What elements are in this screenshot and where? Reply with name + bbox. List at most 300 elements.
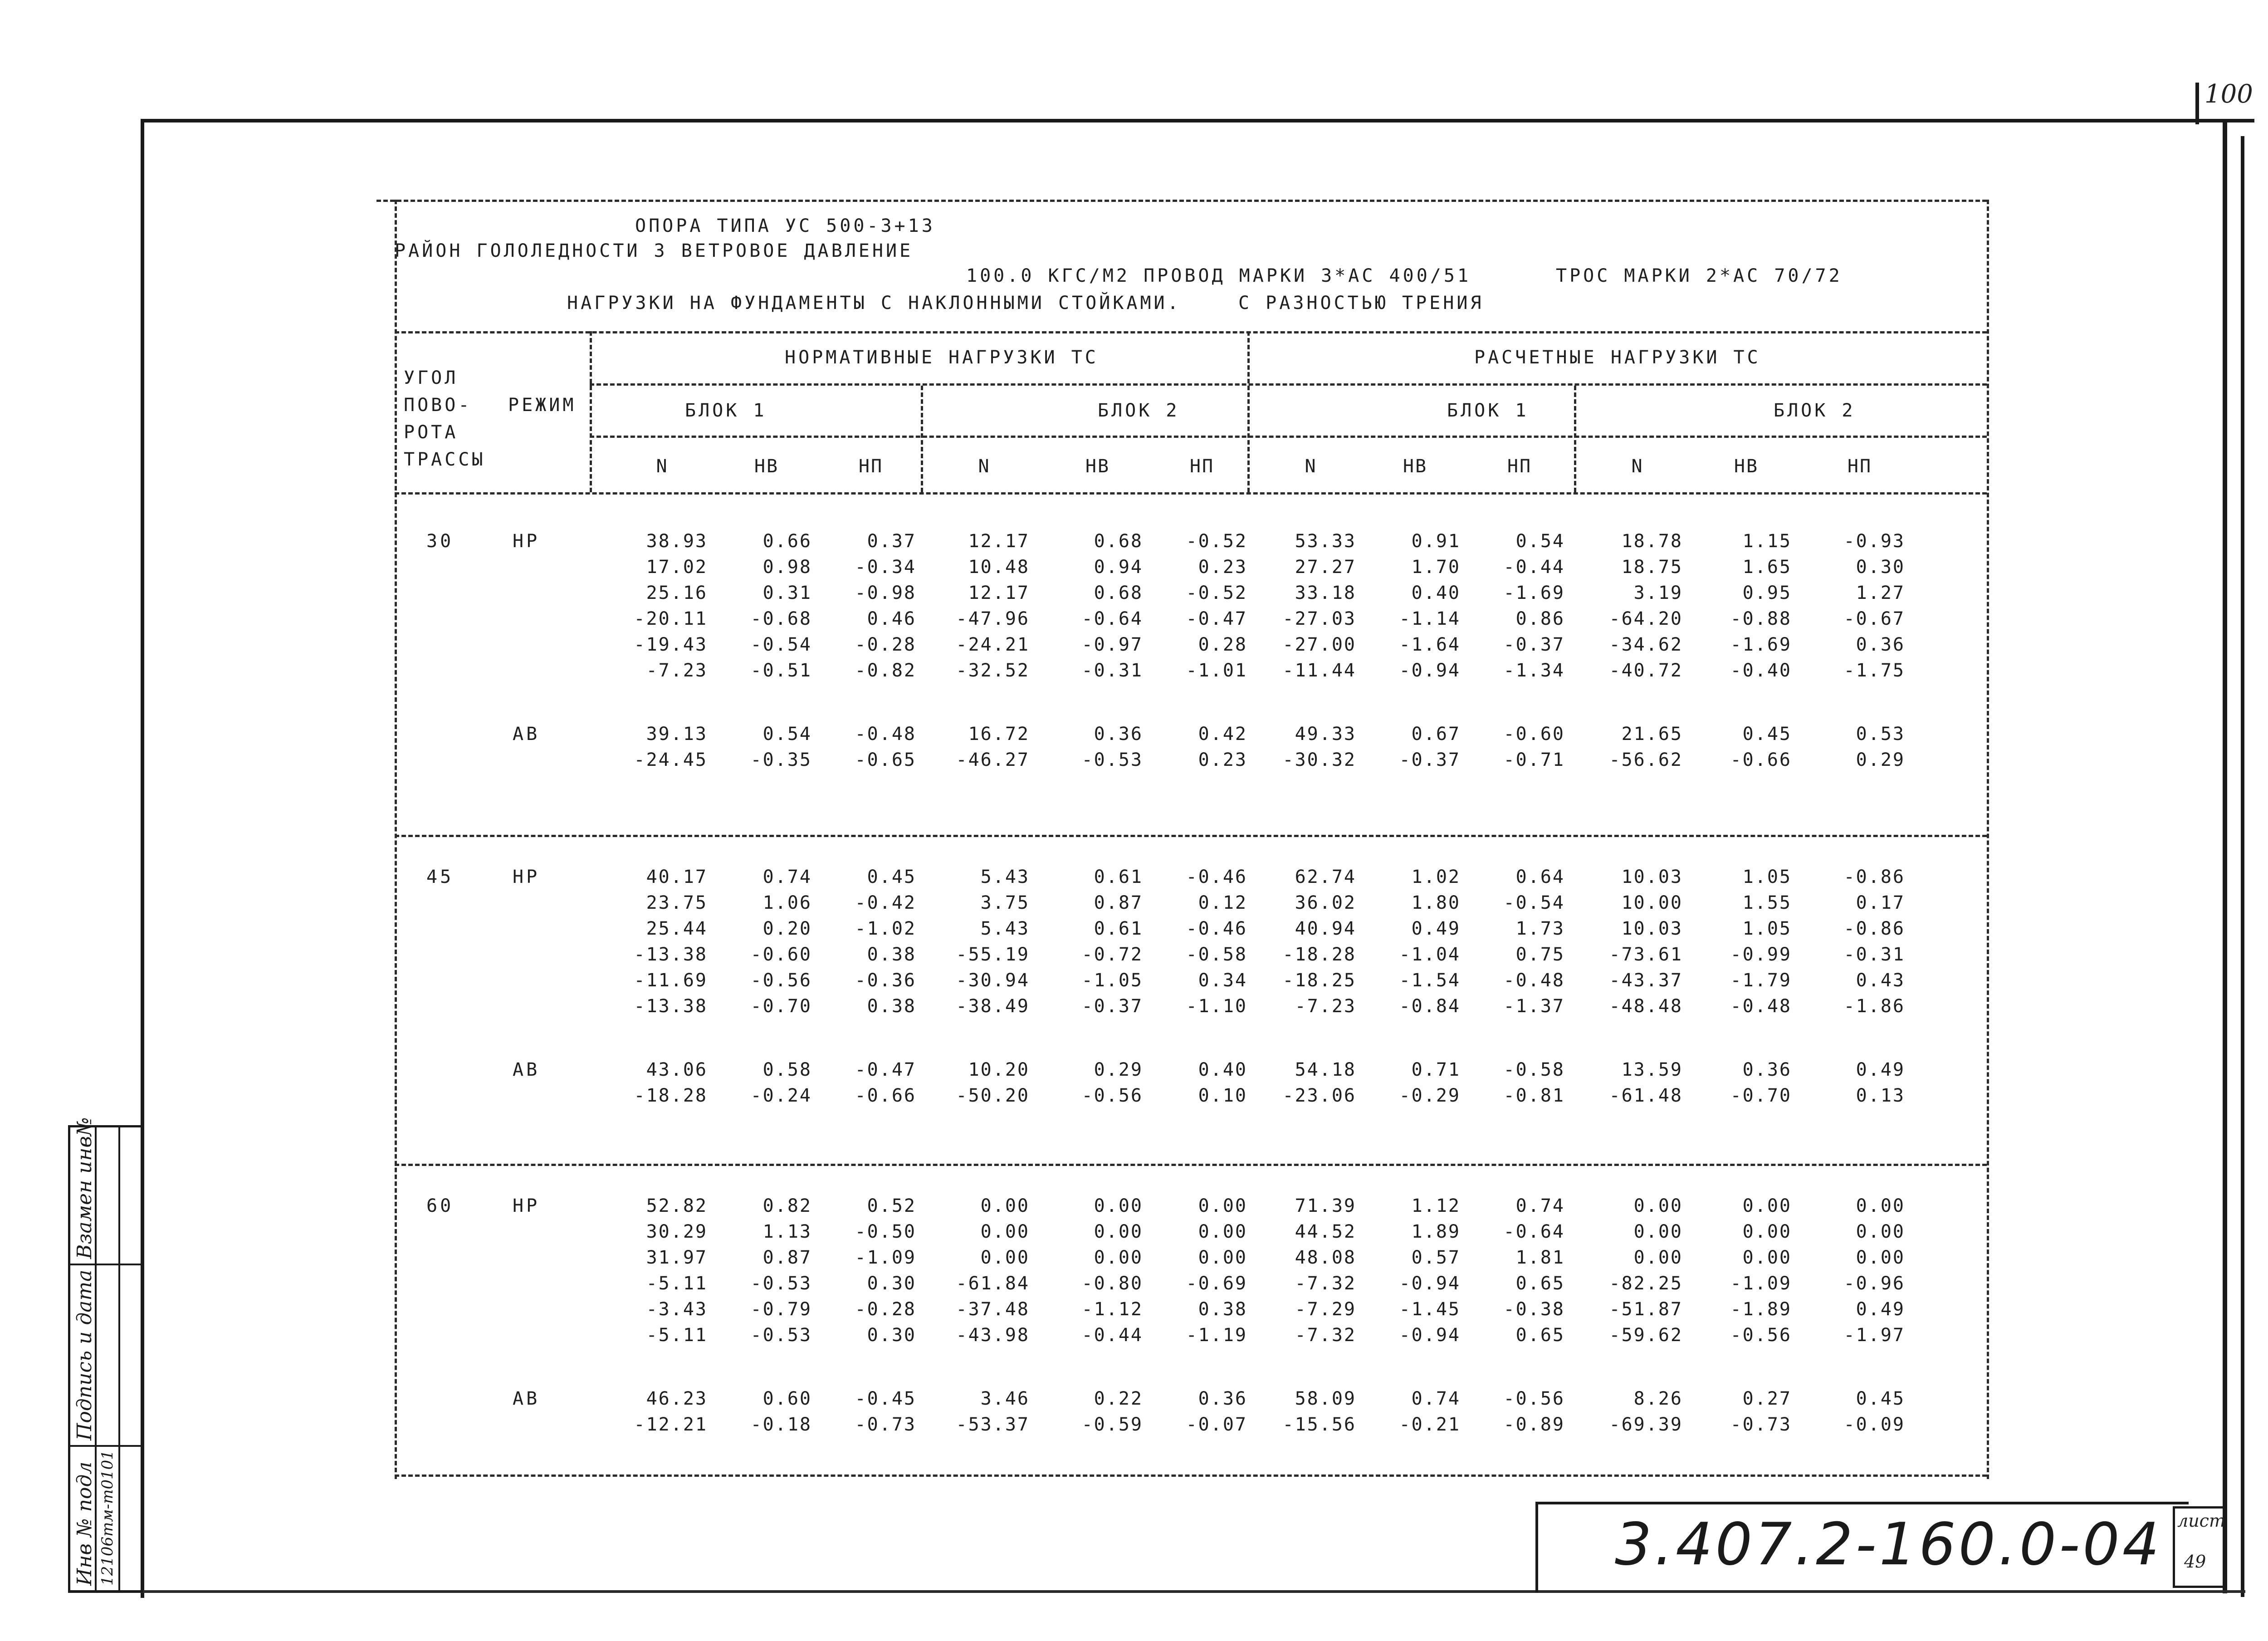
table-cell: -0.56 — [1730, 1325, 1792, 1346]
table-cell: 36.02 — [1295, 892, 1356, 913]
table-cell: -0.69 — [1186, 1273, 1247, 1294]
header-line-4b: С РАЗНОСТЬЮ ТРЕНИЯ — [1238, 293, 1484, 314]
column-header: N — [656, 456, 669, 477]
table-cell: 16.72 — [968, 723, 1030, 745]
table-cell: 8.26 — [1633, 1388, 1683, 1409]
table-cell: 0.67 — [1411, 723, 1461, 745]
table-cell: -0.48 — [1503, 970, 1565, 991]
table-cell: -40.72 — [1609, 660, 1683, 681]
column-header: НВ — [1085, 456, 1110, 477]
vrule-mode — [590, 331, 592, 492]
table-cell: 0.95 — [1742, 583, 1792, 603]
table-cell: 0.71 — [1411, 1059, 1461, 1080]
table-cell: 3.75 — [980, 892, 1030, 913]
table-cell: 0.36 — [1094, 723, 1143, 745]
table-cell: 0.34 — [1198, 970, 1247, 991]
table-cell: 1.55 — [1742, 892, 1792, 913]
table-cell: -0.64 — [1081, 608, 1143, 629]
table-cell: 49.33 — [1295, 723, 1356, 745]
table-cell: -46.27 — [956, 749, 1030, 770]
header-line-1: ОПОРА ТИПА УС 500-3+13 — [635, 216, 935, 236]
table-cell: 0.38 — [867, 944, 916, 965]
print-top-rule — [376, 200, 1987, 202]
table-cell: 0.74 — [763, 867, 812, 887]
table-cell: 0.40 — [1198, 1059, 1247, 1080]
table-cell: -27.03 — [1282, 608, 1356, 629]
list-label: лист — [2177, 1511, 2225, 1531]
table-cell: -59.62 — [1609, 1325, 1683, 1346]
table-cell: -0.46 — [1186, 867, 1247, 887]
table-cell: -13.38 — [634, 996, 708, 1017]
table-bottom-rule — [395, 1474, 1987, 1477]
table-cell: 18.75 — [1621, 557, 1683, 578]
table-cell: -7.23 — [646, 660, 708, 681]
mode-value: АВ — [513, 723, 540, 745]
table-cell: 0.45 — [1742, 723, 1792, 745]
table-cell: 1.06 — [763, 892, 812, 913]
table-cell: 0.00 — [1742, 1221, 1792, 1242]
table-cell: -0.71 — [1503, 749, 1565, 770]
table-cell: -0.54 — [750, 634, 812, 655]
table-cell: -0.97 — [1081, 634, 1143, 655]
table-cell: 0.58 — [763, 1059, 812, 1080]
head-norm-block2: БЛОК 2 — [1098, 400, 1180, 421]
head-rule-2 — [590, 436, 1987, 438]
table-cell: -1.10 — [1186, 996, 1247, 1017]
table-cell: -1.19 — [1186, 1325, 1247, 1346]
document-code: 3.407.2-160.0-04 — [1615, 1511, 2162, 1578]
table-cell: -0.52 — [1186, 583, 1247, 603]
table-cell: -3.43 — [646, 1299, 708, 1320]
table-cell: 0.38 — [1198, 1299, 1247, 1320]
header-line-2: РАЙОН ГОЛОЛЕДНОСТИ 3 ВЕТРОВОЕ ДАВЛЕНИЕ — [395, 240, 914, 261]
table-cell: -1.34 — [1503, 660, 1565, 681]
table-cell: 0.23 — [1198, 749, 1247, 770]
table-cell: 31.97 — [646, 1247, 708, 1268]
table-cell: 0.30 — [867, 1325, 916, 1346]
table-cell: 0.68 — [1094, 583, 1143, 603]
table-cell: -0.45 — [855, 1388, 916, 1409]
column-header: НВ — [1403, 456, 1428, 477]
table-cell: -27.00 — [1282, 634, 1356, 655]
table-cell: -0.65 — [855, 749, 916, 770]
table-cell: -51.87 — [1609, 1299, 1683, 1320]
table-cell: 0.53 — [1856, 723, 1905, 745]
table-cell: 1.89 — [1411, 1221, 1461, 1242]
table-cell: -0.48 — [855, 723, 916, 745]
table-cell: 10.03 — [1621, 867, 1683, 887]
table-cell: 0.45 — [867, 867, 916, 887]
stamp-inv-value: 12106тм-т0101 — [98, 1450, 117, 1586]
stamp-signature-label: Подпись и дата — [73, 1269, 96, 1440]
table-cell: -0.80 — [1081, 1273, 1143, 1294]
table-cell: -0.34 — [855, 557, 916, 578]
angle-value: 45 — [426, 867, 454, 887]
table-cell: -47.96 — [956, 608, 1030, 629]
stamp-divider-2 — [70, 1445, 141, 1447]
column-header: НП — [858, 456, 884, 477]
table-cell: -24.21 — [956, 634, 1030, 655]
vrule-design-block — [1574, 386, 1576, 492]
table-cell: 0.42 — [1198, 723, 1247, 745]
table-cell: 1.05 — [1742, 918, 1792, 939]
head-design-block1: БЛОК 1 — [1447, 400, 1529, 421]
table-cell: -0.53 — [750, 1325, 812, 1346]
table-cell: 0.13 — [1856, 1085, 1905, 1106]
table-cell: -0.89 — [1503, 1414, 1565, 1435]
table-cell: 1.81 — [1515, 1247, 1565, 1268]
table-cell: -0.60 — [1503, 723, 1565, 745]
table-cell: -69.39 — [1609, 1414, 1683, 1435]
header-line-3b: ТРОС МАРКИ 2*АС 70/72 — [1556, 265, 1843, 286]
table-cell: 0.00 — [980, 1247, 1030, 1268]
table-cell: 0.74 — [1515, 1195, 1565, 1216]
table-cell: 10.20 — [968, 1059, 1030, 1080]
table-cell: 30.29 — [646, 1221, 708, 1242]
table-cell: 0.00 — [1856, 1221, 1905, 1242]
table-cell: -30.94 — [956, 970, 1030, 991]
table-cell: 13.59 — [1621, 1059, 1683, 1080]
frame-right-border — [2223, 119, 2227, 1593]
column-header: НВ — [1734, 456, 1759, 477]
table-cell: -7.32 — [1295, 1325, 1356, 1346]
table-top-rule — [395, 331, 1987, 333]
table-cell: -0.37 — [1081, 996, 1143, 1017]
table-cell: -0.56 — [1503, 1388, 1565, 1409]
table-cell: -0.94 — [1399, 1273, 1461, 1294]
table-cell: 12.17 — [968, 583, 1030, 603]
table-cell: 1.02 — [1411, 867, 1461, 887]
table-cell: -0.96 — [1843, 1273, 1905, 1294]
table-cell: 0.60 — [763, 1388, 812, 1409]
table-cell: -1.14 — [1399, 608, 1461, 629]
table-cell: -0.44 — [1503, 557, 1565, 578]
table-cell: -0.24 — [750, 1085, 812, 1106]
table-cell: 0.98 — [763, 557, 812, 578]
table-cell: 0.49 — [1856, 1299, 1905, 1320]
table-cell: -0.52 — [1186, 531, 1247, 552]
table-cell: -0.93 — [1843, 531, 1905, 552]
table-cell: -0.67 — [1843, 608, 1905, 629]
table-cell: 0.86 — [1515, 608, 1565, 629]
table-cell: 0.94 — [1094, 557, 1143, 578]
table-cell: -11.44 — [1282, 660, 1356, 681]
table-head-bottom-rule — [395, 492, 1987, 495]
table-cell: 3.19 — [1633, 583, 1683, 603]
head-design: РАСЧЕТНЫЕ НАГРУЗКИ ТС — [1474, 347, 1761, 368]
table-cell: 0.87 — [763, 1247, 812, 1268]
table-cell: -0.47 — [1186, 608, 1247, 629]
table-cell: -0.46 — [1186, 918, 1247, 939]
table-cell: 43.06 — [646, 1059, 708, 1080]
table-cell: -30.32 — [1282, 749, 1356, 770]
table-cell: -1.12 — [1081, 1299, 1143, 1320]
table-cell: 0.36 — [1198, 1388, 1247, 1409]
table-cell: 40.94 — [1295, 918, 1356, 939]
table-cell: 0.64 — [1515, 867, 1565, 887]
table-cell: -82.25 — [1609, 1273, 1683, 1294]
table-cell: 0.75 — [1515, 944, 1565, 965]
printout — [376, 191, 1991, 1488]
table-cell: -32.52 — [956, 660, 1030, 681]
table-cell: -1.75 — [1843, 660, 1905, 681]
table-cell: 10.00 — [1621, 892, 1683, 913]
table-cell: 1.27 — [1856, 583, 1905, 603]
table-cell: -64.20 — [1609, 608, 1683, 629]
stamp-replace-label: Взамен инв№ — [73, 1117, 96, 1259]
table-cell: -0.73 — [1730, 1414, 1792, 1435]
table-cell: -48.48 — [1609, 996, 1683, 1017]
table-cell: -0.84 — [1399, 996, 1461, 1017]
right-edge-rule — [1987, 200, 1989, 1479]
table-cell: -1.02 — [855, 918, 916, 939]
head-rule-1 — [590, 383, 1987, 386]
side-stamp — [68, 1117, 143, 1592]
table-cell: -56.62 — [1609, 749, 1683, 770]
column-header: НВ — [754, 456, 779, 477]
table-cell: 0.30 — [867, 1273, 916, 1294]
table-cell: -34.62 — [1609, 634, 1683, 655]
table-cell: 0.54 — [1515, 531, 1565, 552]
table-cell: 0.36 — [1742, 1059, 1792, 1080]
table-cell: 0.00 — [980, 1195, 1030, 1216]
table-cell: 0.29 — [1094, 1059, 1143, 1080]
table-cell: 0.00 — [1094, 1247, 1143, 1268]
head-angle-1: УГОЛ — [404, 367, 459, 388]
table-cell: 0.68 — [1094, 531, 1143, 552]
table-cell: -18.28 — [1282, 944, 1356, 965]
head-design-block2: БЛОК 2 — [1774, 400, 1856, 421]
table-cell: -15.56 — [1282, 1414, 1356, 1435]
table-cell: -7.23 — [1295, 996, 1356, 1017]
table-cell: 0.00 — [1198, 1195, 1247, 1216]
table-cell: -24.45 — [634, 749, 708, 770]
table-cell: -0.94 — [1399, 1325, 1461, 1346]
table-cell: -1.89 — [1730, 1299, 1792, 1320]
group-separator — [395, 1164, 1987, 1166]
table-cell: 48.08 — [1295, 1247, 1356, 1268]
table-cell: -7.29 — [1295, 1299, 1356, 1320]
table-cell: -55.19 — [956, 944, 1030, 965]
table-cell: -53.37 — [956, 1414, 1030, 1435]
table-cell: 5.43 — [980, 918, 1030, 939]
table-cell: 0.10 — [1198, 1085, 1247, 1106]
table-cell: -0.53 — [1081, 749, 1143, 770]
table-cell: -5.11 — [646, 1325, 708, 1346]
table-cell: -1.01 — [1186, 660, 1247, 681]
table-cell: 0.65 — [1515, 1273, 1565, 1294]
table-cell: -1.79 — [1730, 970, 1792, 991]
table-cell: 0.38 — [867, 996, 916, 1017]
table-cell: 0.29 — [1856, 749, 1905, 770]
table-cell: 1.65 — [1742, 557, 1792, 578]
table-cell: 0.61 — [1094, 918, 1143, 939]
table-cell: -7.32 — [1295, 1273, 1356, 1294]
sheet-number-divider — [2195, 83, 2199, 124]
table-cell: 0.27 — [1742, 1388, 1792, 1409]
table-cell: 0.43 — [1856, 970, 1905, 991]
table-cell: 0.66 — [763, 531, 812, 552]
table-cell: -0.68 — [750, 608, 812, 629]
list-number: 49 — [2184, 1552, 2206, 1572]
table-cell: -0.21 — [1399, 1414, 1461, 1435]
head-angle-3: РОТА — [404, 422, 459, 443]
table-cell: -0.70 — [1730, 1085, 1792, 1106]
table-cell: 0.87 — [1094, 892, 1143, 913]
table-cell: 58.09 — [1295, 1388, 1356, 1409]
table-cell: 0.00 — [1856, 1247, 1905, 1268]
table-cell: 10.03 — [1621, 918, 1683, 939]
table-cell: -0.98 — [855, 583, 916, 603]
column-header: НП — [1847, 456, 1872, 477]
table-cell: -0.47 — [855, 1059, 916, 1080]
table-cell: -50.20 — [956, 1085, 1030, 1106]
table-cell: 0.54 — [763, 723, 812, 745]
table-cell: 0.12 — [1198, 892, 1247, 913]
table-cell: 27.27 — [1295, 557, 1356, 578]
table-cell: -1.45 — [1399, 1299, 1461, 1320]
table-cell: -0.31 — [1081, 660, 1143, 681]
table-cell: 1.12 — [1411, 1195, 1461, 1216]
table-cell: -0.58 — [1503, 1059, 1565, 1080]
mode-value: НР — [513, 867, 540, 887]
group-separator — [395, 835, 1987, 837]
table-cell: -0.09 — [1843, 1414, 1905, 1435]
table-cell: -0.54 — [1503, 892, 1565, 913]
stamp-divider-1 — [70, 1264, 141, 1265]
table-cell: -0.81 — [1503, 1085, 1565, 1106]
head-norm-block1: БЛОК 1 — [685, 400, 767, 421]
angle-value: 60 — [426, 1195, 454, 1216]
stamp-inv-label: Инв № подл — [73, 1461, 96, 1586]
table-cell: 23.75 — [646, 892, 708, 913]
table-cell: -1.04 — [1399, 944, 1461, 965]
table-cell: -43.98 — [956, 1325, 1030, 1346]
table-cell: -18.28 — [634, 1085, 708, 1106]
table-cell: -61.84 — [956, 1273, 1030, 1294]
table-cell: 53.33 — [1295, 531, 1356, 552]
table-cell: 0.00 — [980, 1221, 1030, 1242]
table-cell: 71.39 — [1295, 1195, 1356, 1216]
mode-value: АВ — [513, 1059, 540, 1080]
table-cell: -0.58 — [1186, 944, 1247, 965]
table-cell: 0.65 — [1515, 1325, 1565, 1346]
table-cell: 10.48 — [968, 557, 1030, 578]
table-cell: 0.61 — [1094, 867, 1143, 887]
table-cell: -0.50 — [855, 1221, 916, 1242]
table-cell: 0.00 — [1742, 1195, 1792, 1216]
table-cell: -1.05 — [1081, 970, 1143, 991]
frame-right-inner-border — [2241, 136, 2244, 1597]
table-cell: 0.52 — [867, 1195, 916, 1216]
table-cell: 0.49 — [1856, 1059, 1905, 1080]
table-cell: 40.17 — [646, 867, 708, 887]
table-cell: 0.46 — [867, 608, 916, 629]
table-cell: 0.00 — [1742, 1247, 1792, 1268]
table-cell: -0.86 — [1843, 918, 1905, 939]
table-cell: 1.80 — [1411, 892, 1461, 913]
column-header: НП — [1189, 456, 1215, 477]
table-cell: 0.00 — [1633, 1195, 1683, 1216]
table-cell: -1.54 — [1399, 970, 1461, 991]
table-cell: -23.06 — [1282, 1085, 1356, 1106]
table-cell: 12.17 — [968, 531, 1030, 552]
table-cell: 0.45 — [1856, 1388, 1905, 1409]
table-cell: -0.64 — [1503, 1221, 1565, 1242]
table-cell: 1.13 — [763, 1221, 812, 1242]
table-cell: -0.53 — [750, 1273, 812, 1294]
table-cell: 62.74 — [1295, 867, 1356, 887]
table-cell: 0.00 — [1198, 1221, 1247, 1242]
table-cell: -0.56 — [750, 970, 812, 991]
table-cell: -0.37 — [1399, 749, 1461, 770]
table-cell: 0.00 — [1856, 1195, 1905, 1216]
table-cell: -0.51 — [750, 660, 812, 681]
table-cell: -0.66 — [1730, 749, 1792, 770]
table-cell: -20.11 — [634, 608, 708, 629]
table-cell: 0.23 — [1198, 557, 1247, 578]
table-cell: -0.99 — [1730, 944, 1792, 965]
table-cell: -19.43 — [634, 634, 708, 655]
table-cell: 0.20 — [763, 918, 812, 939]
table-cell: -0.66 — [855, 1085, 916, 1106]
table-cell: 1.70 — [1411, 557, 1461, 578]
column-header: НП — [1507, 456, 1532, 477]
table-cell: -1.64 — [1399, 634, 1461, 655]
table-cell: 0.40 — [1411, 583, 1461, 603]
table-cell: 1.15 — [1742, 531, 1792, 552]
table-cell: 46.23 — [646, 1388, 708, 1409]
head-mode: РЕЖИМ — [508, 395, 577, 416]
table-cell: -0.70 — [750, 996, 812, 1017]
table-cell: -0.48 — [1730, 996, 1792, 1017]
table-cell: -0.73 — [855, 1414, 916, 1435]
table-cell: 0.30 — [1856, 557, 1905, 578]
table-cell: -43.37 — [1609, 970, 1683, 991]
table-cell: -0.38 — [1503, 1299, 1565, 1320]
head-normative: НОРМАТИВНЫЕ НАГРУЗКИ ТС — [785, 347, 1099, 368]
table-cell: 1.73 — [1515, 918, 1565, 939]
sheet-number: 100 — [2204, 79, 2253, 109]
table-cell: 0.17 — [1856, 892, 1905, 913]
table-cell: 0.00 — [1094, 1221, 1143, 1242]
table-cell: 0.31 — [763, 583, 812, 603]
table-cell: 17.02 — [646, 557, 708, 578]
table-cell: -0.40 — [1730, 660, 1792, 681]
table-cell: -0.07 — [1186, 1414, 1247, 1435]
table-cell: 21.65 — [1621, 723, 1683, 745]
table-cell: -0.72 — [1081, 944, 1143, 965]
vrule-design — [1247, 331, 1250, 492]
table-cell: -0.42 — [855, 892, 916, 913]
table-cell: -1.97 — [1843, 1325, 1905, 1346]
table-cell: 33.18 — [1295, 583, 1356, 603]
table-cell: -0.28 — [855, 1299, 916, 1320]
table-cell: -12.21 — [634, 1414, 708, 1435]
table-cell: 39.13 — [646, 723, 708, 745]
table-cell: -1.09 — [855, 1247, 916, 1268]
table-cell: 3.46 — [980, 1388, 1030, 1409]
table-cell: -0.60 — [750, 944, 812, 965]
mode-value: НР — [513, 1195, 540, 1216]
vrule-norm-block — [921, 386, 923, 492]
table-cell: 0.00 — [1094, 1195, 1143, 1216]
table-cell: 54.18 — [1295, 1059, 1356, 1080]
table-cell: 25.16 — [646, 583, 708, 603]
table-cell: -18.25 — [1282, 970, 1356, 991]
table-cell: 25.44 — [646, 918, 708, 939]
table-cell: -38.49 — [956, 996, 1030, 1017]
